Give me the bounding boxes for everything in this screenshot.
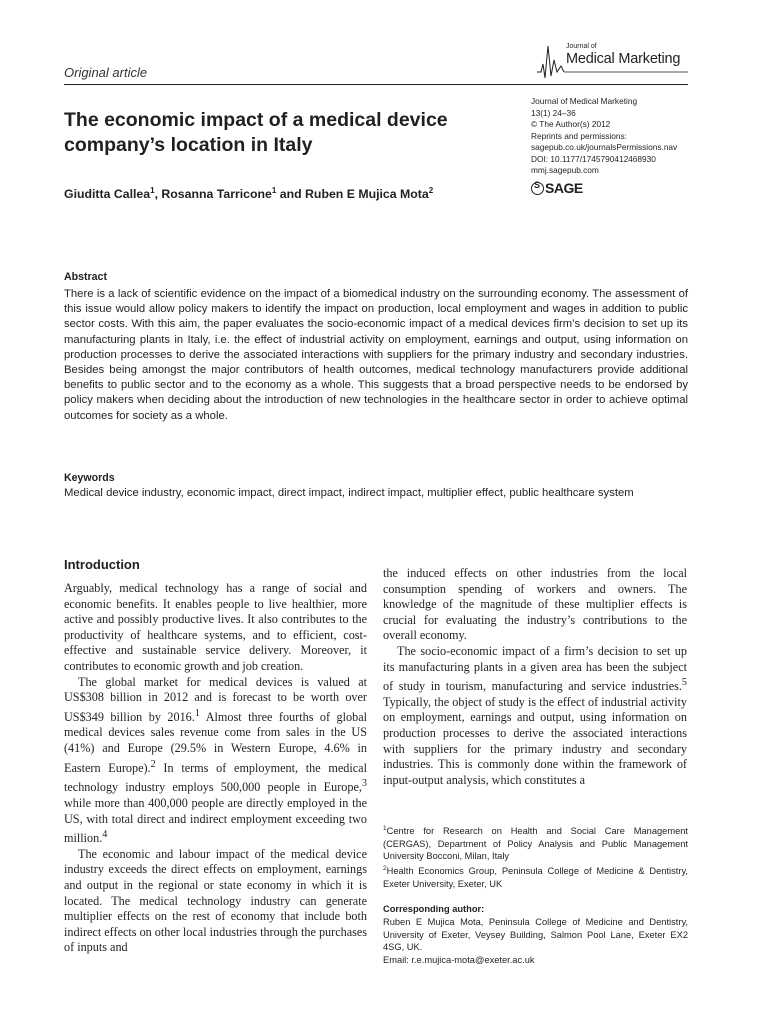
author-affiliation-mark: 2 bbox=[428, 186, 434, 195]
keywords-heading: Keywords bbox=[64, 472, 115, 484]
introduction-heading: Introduction bbox=[64, 557, 140, 572]
author-name: Ruben E Mujica Mota bbox=[305, 187, 429, 202]
citation-mark: 1 bbox=[194, 707, 200, 719]
body-text-run: The global market for medical devices is valued at US$308 billion in 2012 and is forecast to be worth over US$349 billion by 2016. bbox=[64, 674, 367, 724]
publisher-name: SAGE bbox=[545, 180, 583, 196]
body-paragraph bbox=[383, 566, 687, 644]
citation-mark: 4 bbox=[102, 829, 108, 841]
body-paragraph bbox=[383, 644, 687, 788]
article-type-label: Original article bbox=[64, 65, 148, 80]
author-name: Giuditta Callea bbox=[64, 187, 151, 202]
footnote-number: 1 bbox=[383, 825, 387, 832]
footnote-number: 2 bbox=[383, 864, 387, 872]
body-paragraph bbox=[64, 675, 367, 847]
corresponding-author-address: Ruben E Mujica Mota, Peninsula College of Medicine and Dentistry, University of Exeter, Veysey Building, Salmon Pool Lane, Exeter EX2 4SG, UK. bbox=[383, 917, 688, 953]
journal-metadata bbox=[531, 96, 701, 177]
header-divider bbox=[64, 84, 688, 85]
body-text-run: Typically, the object of study is the effect of industrial activity on employment, earnings and output, using information on production processes to derive the associated interactions with suppliers for the primary industry and secondary industries. This is commonly done within the framework of input-output analysis, which constitutes a bbox=[383, 694, 687, 787]
body-text-run: The economic and labour impact of the medical device industry exceeds the direct effects on employment, earnings and output in the regional or state economy in which it is located. The medical technology industry can generate multiplier effects on the rest of economy that include both indirect effects on other local industries through the purchases of inputs and bbox=[64, 846, 368, 955]
abstract-text: There is a lack of scientific evidence on the impact of a biomedical industry on the surrounding economy. The assessment of this issue would allow policy makers to identify the impact on production, local employment and wages in addition to public sector costs. With this aim, the paper evaluates the socio-economic impact of a medical devices firm’s decision to set up its manufacturing plants in Italy, i.e. the effect of industrial activity on employment, earnings and output, using information on production processes to derive the associated interactions with suppliers for the primary industry and secondary industries. Besides being amongst the major contributors of health outcomes, medical technology manufacturers provide additional benefits to public sector and to the economy as a whole. This suggests that a broad perspective needs to be endorsed by policy makers when deciding about the introduction of new technologies in the healthcare sector in order to achieve optimal outcomes for society as a whole. bbox=[64, 288, 688, 422]
footnote-text: Health Economics Group, Peninsula College of Medicine & Dentistry, Exeter University, Exeter, UK bbox=[383, 865, 688, 889]
body-text-run: while more than 400,000 people are directly employed in the US, with total direct and indirect employment exceeding two million. bbox=[64, 795, 367, 846]
body-text-run: In terms of employment, the medical technology industry employs 500,000 people in Europe, bbox=[64, 760, 367, 795]
article-title: The economic impact of a medical device company’s location in Italy bbox=[64, 109, 448, 156]
journal-meta-line: sagepub.co.uk/journalsPermissions.nav bbox=[531, 142, 678, 152]
body-column-right bbox=[383, 566, 687, 788]
journal-logo-small-text: Journal of bbox=[566, 43, 597, 50]
citation-mark: 3 bbox=[361, 778, 367, 790]
affiliation-footnote bbox=[383, 823, 688, 863]
journal-meta-line: 13(1) 24–36 bbox=[531, 107, 576, 118]
corresponding-author-heading: Corresponding author: bbox=[383, 904, 485, 914]
journal-meta-line: Journal of Medical Marketing bbox=[531, 96, 638, 106]
author-separator: and bbox=[276, 187, 306, 202]
body-paragraph bbox=[64, 847, 367, 956]
author-list bbox=[64, 186, 433, 201]
body-text-run: the induced effects on other industries from the local consumption spending of workers and owners. The knowledge of the magnitude of these multiplier effects is crucial for evaluating the industry’s contributions to the overall economy. bbox=[383, 566, 687, 643]
body-column-left bbox=[64, 581, 367, 956]
footnote-text: Centre for Research on Health and Social Care Management (CERGAS), Department of Policy Analysis and Public Management University Bocconi, Milan, Italy bbox=[383, 826, 688, 862]
journal-meta-line: mmj.sagepub.com bbox=[531, 165, 599, 175]
citation-mark: 2 bbox=[150, 758, 156, 770]
corresponding-author-email[interactable]: Email: r.e.mujica-mota@exeter.ac.uk bbox=[383, 954, 535, 965]
journal-meta-line: © The Author(s) 2012 bbox=[531, 119, 611, 129]
corresponding-author-details bbox=[383, 916, 688, 966]
publisher-logo bbox=[531, 180, 583, 196]
abstract-heading: Abstract bbox=[64, 271, 107, 283]
keywords-text: Medical device industry, economic impact, direct impact, indirect impact, multiplier effect, public healthcare system bbox=[64, 487, 634, 499]
sage-circle-icon bbox=[531, 182, 544, 195]
author-name: Rosanna Tarricone bbox=[161, 187, 272, 202]
citation-mark: 5 bbox=[681, 677, 687, 689]
author-separator: , bbox=[154, 187, 162, 202]
body-text-run: Almost three fourths of global medical devices sales revenue come from sales in the US (41%) and Europe (29.5% in Western Europe, 4.6% in Eastern Europe). bbox=[64, 709, 368, 775]
author-affiliation-mark: 1 bbox=[271, 186, 277, 195]
author-affiliation-mark: 1 bbox=[150, 186, 155, 195]
journal-meta-line: DOI: 10.1177/1745790412468930 bbox=[531, 153, 656, 164]
affiliation-footnotes bbox=[383, 823, 688, 890]
body-paragraph bbox=[64, 581, 367, 675]
affiliation-footnote bbox=[383, 863, 688, 890]
body-text-run: Arguably, medical technology has a range of social and economic benefits. It enables people to live healthier, more active and possibly productive lives. It also contributes to the productivity of healthcare systems, and to efficient, cost-effective and sustainable service delivery. Moreover, it contributes to economic growth and job creation. bbox=[64, 581, 367, 673]
journal-logo-name: Medical Marketing bbox=[566, 51, 681, 67]
journal-meta-line: Reprints and permissions: bbox=[531, 130, 627, 141]
body-text-run: The socio-economic impact of a firm’s decision to set up its manufacturing plants in a given area has been the subject of study in tourism, manufacturing and service industries. bbox=[383, 643, 687, 694]
